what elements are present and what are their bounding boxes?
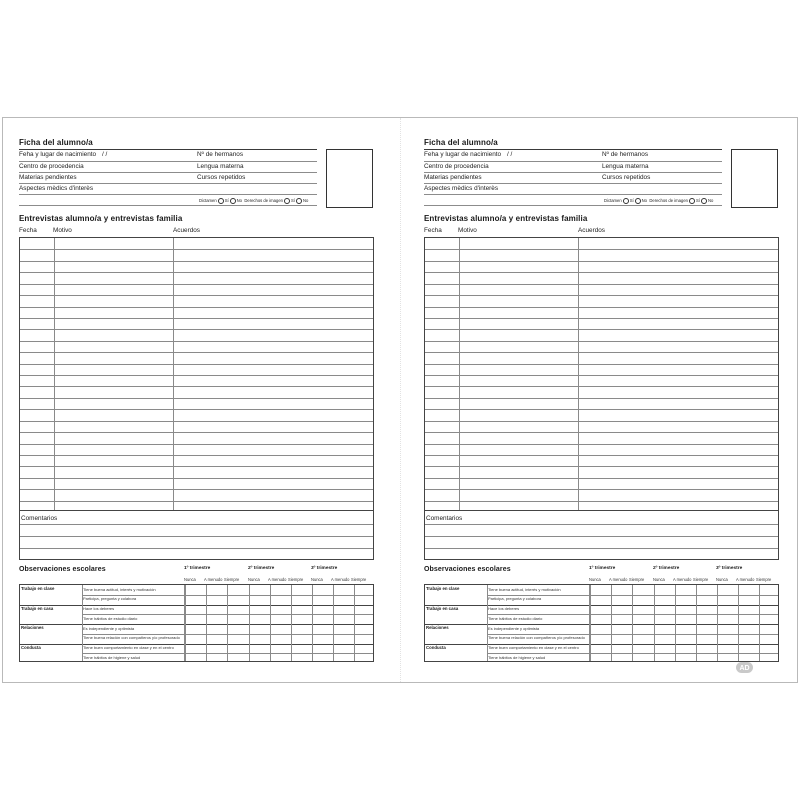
obs-col-line	[249, 585, 250, 661]
obs-category: Trabajo en clase	[426, 586, 460, 591]
obs-col-line	[632, 585, 633, 661]
obs-item: Tiene buen comportamiento en clase y en el centro	[488, 645, 579, 650]
field-siblings: Nº de hermanos	[602, 151, 649, 158]
interview-row-line	[20, 352, 373, 353]
obs-row-line	[20, 644, 373, 645]
observaciones-title: Observaciones escolares	[424, 566, 511, 573]
obs-col-line	[611, 585, 612, 661]
comentarios-label: Comentarios	[21, 515, 58, 522]
dictamen-label: Dictamen	[604, 198, 622, 204]
interview-row-line	[20, 249, 373, 250]
col-fecha: Fecha	[424, 227, 442, 234]
interview-row-line	[20, 329, 373, 330]
interview-row-line	[425, 489, 778, 490]
field-origin-school: Centro de procedencia	[19, 163, 84, 170]
col-motivo: Motivo	[53, 227, 72, 234]
obs-col-line	[675, 585, 676, 661]
no-label: No	[236, 198, 243, 204]
field-origin-school: Centro de procedencia	[424, 163, 489, 170]
trimestre-3: 3º trimestre	[311, 566, 338, 571]
col-acuerdos: Acuerdos	[173, 227, 200, 234]
interview-row-line	[425, 295, 778, 296]
interview-row-line	[20, 501, 373, 502]
trimestre-1: 1º trimestre	[184, 566, 211, 571]
obs-category: Trabajo en casa	[426, 605, 459, 611]
field-rule	[424, 205, 722, 206]
obs-col-line	[717, 585, 718, 661]
obs-item: Tiene buen comportamiento en clase y en el centro	[83, 645, 174, 650]
obs-row-line	[425, 624, 778, 625]
field-pending-subjects: Materias pendientes	[19, 174, 77, 181]
frequency-label: Nunca	[716, 577, 728, 582]
dictamen-no-radio[interactable]	[635, 198, 641, 204]
frequency-label: A menudo	[204, 577, 223, 582]
obs-item: Tiene hábitos de higiene y salud	[83, 654, 141, 660]
ficha-top-rule	[424, 149, 722, 150]
interview-row-line	[20, 398, 373, 399]
obs-category: Conducta	[21, 644, 41, 650]
ficha-title: Ficha del alumno/a	[19, 138, 93, 147]
interview-row-line	[425, 341, 778, 342]
interview-row-line	[425, 432, 778, 433]
derechos-label: Derechos de imagen	[649, 198, 688, 204]
ad-logo	[736, 662, 753, 673]
interview-table[interactable]	[19, 237, 374, 511]
derechos-label: Derechos de imagen	[244, 198, 283, 204]
obs-item: Hace los deberes	[488, 606, 520, 611]
interview-row-line	[425, 329, 778, 330]
comments-line	[20, 524, 373, 525]
frequency-label: Nunca	[311, 577, 323, 582]
field-rule	[424, 194, 722, 195]
interview-row-line	[20, 386, 373, 387]
col-motivo: Motivo	[458, 227, 477, 234]
interview-row-line	[20, 409, 373, 410]
trimestre-2: 2º trimestre	[248, 566, 275, 571]
frequency-label: Nunca	[248, 577, 260, 582]
field-rule	[19, 183, 317, 184]
observaciones-table[interactable]	[19, 584, 374, 662]
observaciones-title: Observaciones escolares	[19, 566, 106, 573]
comments-line	[425, 548, 778, 549]
col-acuerdos: Acuerdos	[578, 227, 605, 234]
frequency-label: Nunca	[184, 577, 196, 582]
trimestre-2: 2º trimestre	[653, 566, 680, 571]
interview-row-line	[20, 307, 373, 308]
interview-row-line	[425, 386, 778, 387]
derechos-si-radio[interactable]	[284, 198, 290, 204]
interview-row-line	[20, 284, 373, 285]
interview-row-line	[425, 398, 778, 399]
interview-row-line	[425, 375, 778, 376]
interview-table[interactable]	[424, 237, 779, 511]
interview-row-line	[425, 249, 778, 250]
obs-category: Relaciones	[21, 625, 44, 630]
interview-row-line	[20, 455, 373, 456]
obs-item: Participa, pregunta y colabora	[83, 596, 137, 602]
interview-row-line	[20, 364, 373, 365]
consent-row	[604, 198, 713, 204]
field-medical: Aspectes mèdics d'interès	[19, 185, 94, 192]
interview-row-line	[425, 364, 778, 365]
interview-row-line	[425, 421, 778, 422]
no-label: No	[707, 198, 714, 204]
obs-col-line	[270, 585, 271, 661]
interview-row-line	[20, 432, 373, 433]
obs-item: Tiene hábitos de estudio diario	[83, 615, 138, 621]
obs-col-line	[312, 585, 313, 661]
consent-row	[199, 198, 308, 204]
obs-col-line	[206, 585, 207, 661]
comments-box[interactable]	[424, 511, 779, 560]
interview-row-line	[20, 421, 373, 422]
date-slashes: / /	[507, 151, 513, 158]
trimestre-1: 1º trimestre	[589, 566, 616, 571]
frequency-label: A menudo	[736, 577, 755, 582]
col-fecha: Fecha	[19, 227, 37, 234]
interview-row-line	[20, 272, 373, 273]
obs-row-line	[425, 644, 778, 645]
interview-row-line	[425, 261, 778, 262]
si-label: Sí	[290, 198, 295, 204]
obs-col-line	[227, 585, 228, 661]
interview-col-line	[459, 238, 460, 510]
observaciones-table[interactable]	[424, 584, 779, 662]
obs-item: Tiene hábitos de higiene y salud	[488, 654, 546, 660]
frequency-label: Siempre	[693, 577, 709, 582]
dictamen-si-radio[interactable]	[623, 198, 629, 204]
field-siblings: Nº de hermanos	[197, 151, 244, 158]
interview-row-line	[20, 444, 373, 445]
interview-row-line	[20, 341, 373, 342]
frequency-label: Siempre	[629, 577, 645, 582]
interview-row-line	[20, 261, 373, 262]
interview-col-line	[54, 238, 55, 510]
field-medical: Aspectes mèdics d'interès	[424, 185, 499, 192]
obs-category: Trabajo en clase	[21, 586, 55, 591]
photo-box[interactable]	[326, 149, 373, 208]
dictamen-no-radio[interactable]	[230, 198, 236, 204]
field-repeated-courses: Cursos repetidos	[602, 174, 651, 181]
obs-item: Hace los deberes	[83, 606, 115, 611]
field-repeated-courses: Cursos repetidos	[197, 174, 246, 181]
trimestre-3: 3º trimestre	[716, 566, 743, 571]
field-birth: Feha y lugar de nacimiento	[424, 151, 502, 158]
obs-item: Tiene buena relación con compañeros y/o profesorado	[83, 635, 180, 641]
comments-line	[425, 524, 778, 525]
interview-row-line	[425, 318, 778, 319]
frequency-label: Nunca	[589, 577, 601, 582]
interview-row-line	[425, 444, 778, 445]
interview-row-line	[425, 478, 778, 479]
interview-row-line	[20, 375, 373, 376]
frequency-label: Nunca	[653, 577, 665, 582]
frequency-label: Siempre	[351, 577, 367, 582]
no-label: No	[302, 198, 309, 204]
interview-row-line	[425, 409, 778, 410]
field-rule	[19, 194, 317, 195]
obs-item: Tiene buena actitud, interés y motivación	[488, 586, 561, 592]
date-slashes: / /	[102, 151, 108, 158]
interview-col-line	[578, 238, 579, 510]
si-label: Sí	[224, 198, 229, 204]
interview-row-line	[20, 295, 373, 296]
obs-col-line	[696, 585, 697, 661]
entrevistas-title: Entrevistas alumno/a y entrevistas familia	[424, 214, 588, 223]
obs-row-line	[20, 605, 373, 606]
obs-category: Relaciones	[426, 625, 449, 630]
comments-line	[425, 536, 778, 537]
interview-row-line	[20, 489, 373, 490]
obs-category: Conducta	[426, 644, 446, 650]
field-mother-tongue: Lengua materna	[602, 163, 649, 170]
obs-col-line	[185, 585, 186, 661]
obs-row-line	[20, 624, 373, 625]
obs-col-line	[333, 585, 334, 661]
si-label: Sí	[695, 198, 700, 204]
comments-box[interactable]	[19, 511, 374, 560]
derechos-no-radio[interactable]	[296, 198, 302, 204]
interview-row-line	[20, 466, 373, 467]
field-rule	[424, 183, 722, 184]
interview-col-line	[173, 238, 174, 510]
field-rule	[19, 172, 317, 173]
comentarios-label: Comentarios	[426, 515, 463, 522]
field-birth: Feha y lugar de nacimiento	[19, 151, 97, 158]
interview-row-line	[425, 272, 778, 273]
interview-row-line	[425, 501, 778, 502]
comments-line	[20, 548, 373, 549]
obs-item: Tiene hábitos de estudio diario	[488, 615, 543, 621]
obs-col-line	[354, 585, 355, 661]
ficha-title: Ficha del alumno/a	[424, 138, 498, 147]
frequency-label: A menudo	[609, 577, 628, 582]
frequency-label: Siempre	[224, 577, 240, 582]
obs-col-line	[590, 585, 591, 661]
frequency-label: A menudo	[331, 577, 350, 582]
interview-row-line	[20, 318, 373, 319]
dictamen-label: Dictamen	[199, 198, 217, 204]
derechos-no-radio[interactable]	[701, 198, 707, 204]
interview-row-line	[425, 352, 778, 353]
logo-text: AD	[739, 665, 750, 672]
interview-row-line	[425, 284, 778, 285]
interview-row-line	[425, 466, 778, 467]
derechos-si-radio[interactable]	[689, 198, 695, 204]
obs-row-line	[425, 605, 778, 606]
interview-row-line	[20, 478, 373, 479]
obs-col-line	[759, 585, 760, 661]
comments-line	[20, 536, 373, 537]
field-rule	[19, 205, 317, 206]
obs-col-line	[738, 585, 739, 661]
si-label: Sí	[629, 198, 634, 204]
interview-row-line	[425, 455, 778, 456]
obs-item: Tiene buena actitud, interés y motivación	[83, 586, 156, 592]
obs-category: Trabajo en casa	[21, 605, 54, 611]
obs-col-line	[291, 585, 292, 661]
photo-box[interactable]	[731, 149, 778, 208]
obs-col-line	[654, 585, 655, 661]
field-mother-tongue: Lengua materna	[197, 163, 244, 170]
obs-item: Participa, pregunta y colabora	[488, 596, 542, 602]
field-rule	[424, 161, 722, 162]
frequency-label: A menudo	[268, 577, 287, 582]
field-pending-subjects: Materias pendientes	[424, 174, 482, 181]
frequency-label: Siempre	[756, 577, 772, 582]
no-label: No	[641, 198, 648, 204]
obs-item: Es independiente y optimista	[83, 625, 135, 631]
entrevistas-title: Entrevistas alumno/a y entrevistas familia	[19, 214, 183, 223]
obs-item: Tiene buena relación con compañeros y/o profesorado	[488, 635, 585, 641]
obs-item: Es independiente y optimista	[488, 625, 540, 631]
ficha-top-rule	[19, 149, 317, 150]
field-rule	[19, 161, 317, 162]
frequency-label: A menudo	[673, 577, 692, 582]
frequency-label: Siempre	[288, 577, 304, 582]
dictamen-si-radio[interactable]	[218, 198, 224, 204]
page-gutter	[400, 118, 401, 682]
interview-row-line	[425, 307, 778, 308]
field-rule	[424, 172, 722, 173]
